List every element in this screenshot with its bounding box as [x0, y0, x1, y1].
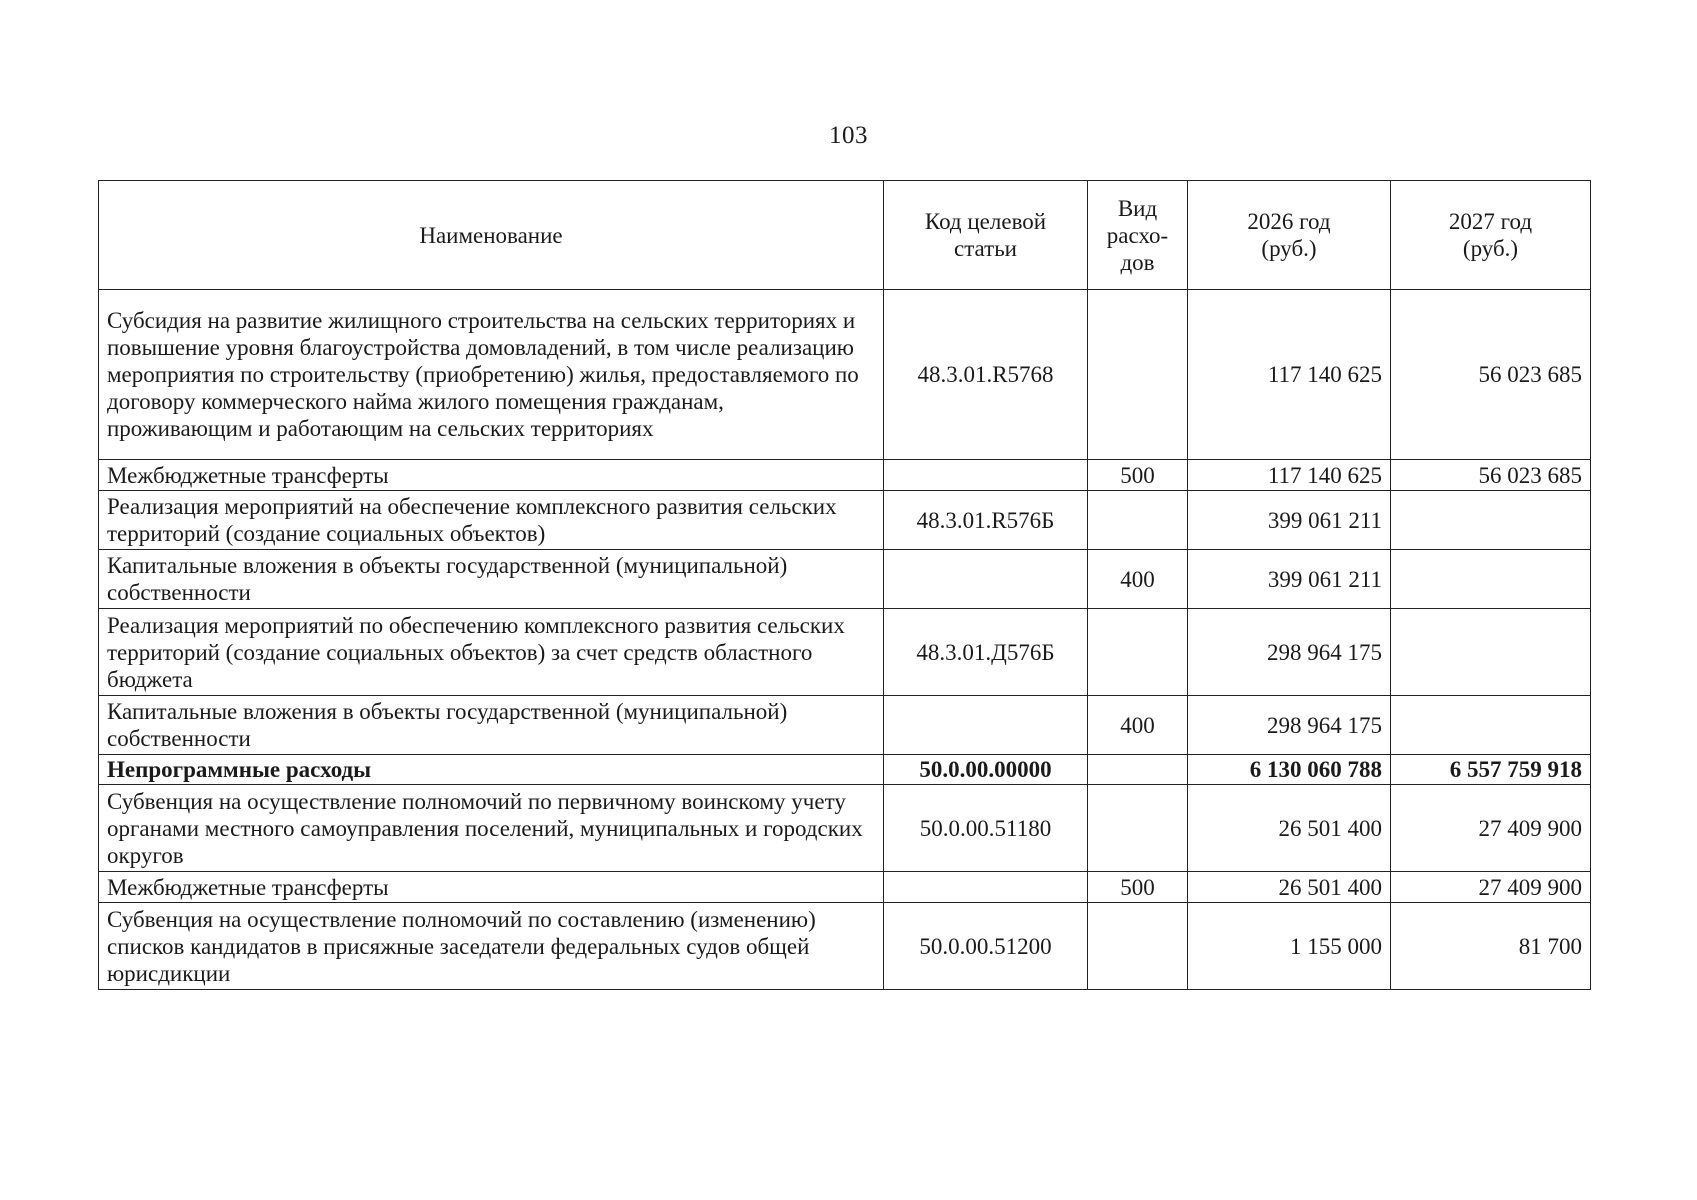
cell-code	[884, 460, 1088, 491]
cell-name: Реализация мероприятий по обеспечению комплексного развития сельских территорий (создание социальных объектов) за счет средств областного бюджета	[99, 609, 884, 696]
cell-kind	[1088, 290, 1188, 460]
header-kind: Вид расхо- дов	[1088, 181, 1188, 290]
cell-2026: 6 130 060 788	[1188, 755, 1391, 785]
cell-2027	[1391, 491, 1591, 550]
cell-name: Субвенция на осуществление полномочий по составлению (изменению) списков кандидатов в присяжные заседатели федеральных судов общей юрисдикции	[99, 903, 884, 990]
cell-code: 48.3.01.R5768	[884, 290, 1088, 460]
cell-2026: 26 501 400	[1188, 785, 1391, 872]
table-row	[99, 696, 1591, 755]
cell-2026: 26 501 400	[1188, 872, 1391, 903]
header-2027: 2027 год (руб.)	[1391, 181, 1591, 290]
table-row	[99, 872, 1591, 903]
budget-table	[98, 180, 1591, 990]
cell-name: Субвенция на осуществление полномочий по первичному воинскому учету органами местного самоуправления поселений, муниципальных и городских округов	[99, 785, 884, 872]
page-number: 103	[829, 122, 868, 149]
table-row	[99, 460, 1591, 491]
cell-2027: 27 409 900	[1391, 872, 1591, 903]
cell-2026: 117 140 625	[1188, 460, 1391, 491]
header-2026: 2026 год (руб.)	[1188, 181, 1391, 290]
cell-code: 48.3.01.R576Б	[884, 491, 1088, 550]
cell-code: 50.0.00.51180	[884, 785, 1088, 872]
table-row	[99, 755, 1591, 785]
table-row	[99, 550, 1591, 609]
cell-code: 50.0.00.51200	[884, 903, 1088, 990]
cell-kind	[1088, 903, 1188, 990]
table-row	[99, 903, 1591, 990]
table-header-row	[99, 181, 1591, 290]
cell-name: Межбюджетные трансферты	[99, 872, 884, 903]
header-name: Наименование	[99, 181, 884, 290]
cell-2026: 1 155 000	[1188, 903, 1391, 990]
cell-2026: 399 061 211	[1188, 550, 1391, 609]
cell-2027: 81 700	[1391, 903, 1591, 990]
cell-kind	[1088, 755, 1188, 785]
cell-2027	[1391, 609, 1591, 696]
cell-name: Межбюджетные трансферты	[99, 460, 884, 491]
cell-2026: 399 061 211	[1188, 491, 1391, 550]
cell-2027: 6 557 759 918	[1391, 755, 1591, 785]
cell-code	[884, 696, 1088, 755]
cell-name: Непрограммные расходы	[99, 755, 884, 785]
cell-kind: 400	[1088, 696, 1188, 755]
table-row	[99, 609, 1591, 696]
cell-kind	[1088, 785, 1188, 872]
cell-code: 50.0.00.00000	[884, 755, 1088, 785]
cell-code	[884, 872, 1088, 903]
cell-2026: 298 964 175	[1188, 696, 1391, 755]
cell-code	[884, 550, 1088, 609]
cell-kind	[1088, 491, 1188, 550]
cell-2026: 117 140 625	[1188, 290, 1391, 460]
cell-2027	[1391, 550, 1591, 609]
cell-kind	[1088, 609, 1188, 696]
cell-2027: 56 023 685	[1391, 290, 1591, 460]
cell-kind: 400	[1088, 550, 1188, 609]
header-code: Код целевой статьи	[884, 181, 1088, 290]
cell-name: Капитальные вложения в объекты государственной (муниципальной) собственности	[99, 550, 884, 609]
cell-name: Реализация мероприятий на обеспечение комплексного развития сельских территорий (создание социальных объектов)	[99, 491, 884, 550]
cell-2027: 56 023 685	[1391, 460, 1591, 491]
cell-2027	[1391, 696, 1591, 755]
cell-2026: 298 964 175	[1188, 609, 1391, 696]
table-row	[99, 290, 1591, 460]
table-row	[99, 491, 1591, 550]
cell-code: 48.3.01.Д576Б	[884, 609, 1088, 696]
cell-name: Капитальные вложения в объекты государственной (муниципальной) собственности	[99, 696, 884, 755]
cell-name: Субсидия на развитие жилищного строительства на сельских территориях и повышение уровня благоустройства домовладений, в том числе реализацию мероприятия по строительству (приобретению) жилья, предоставляемого по договору коммерческого найма жилого помещения гражданам, проживающим и работающим на сельских территориях	[99, 290, 884, 460]
cell-kind: 500	[1088, 872, 1188, 903]
cell-kind: 500	[1088, 460, 1188, 491]
cell-2027: 27 409 900	[1391, 785, 1591, 872]
table-row	[99, 785, 1591, 872]
